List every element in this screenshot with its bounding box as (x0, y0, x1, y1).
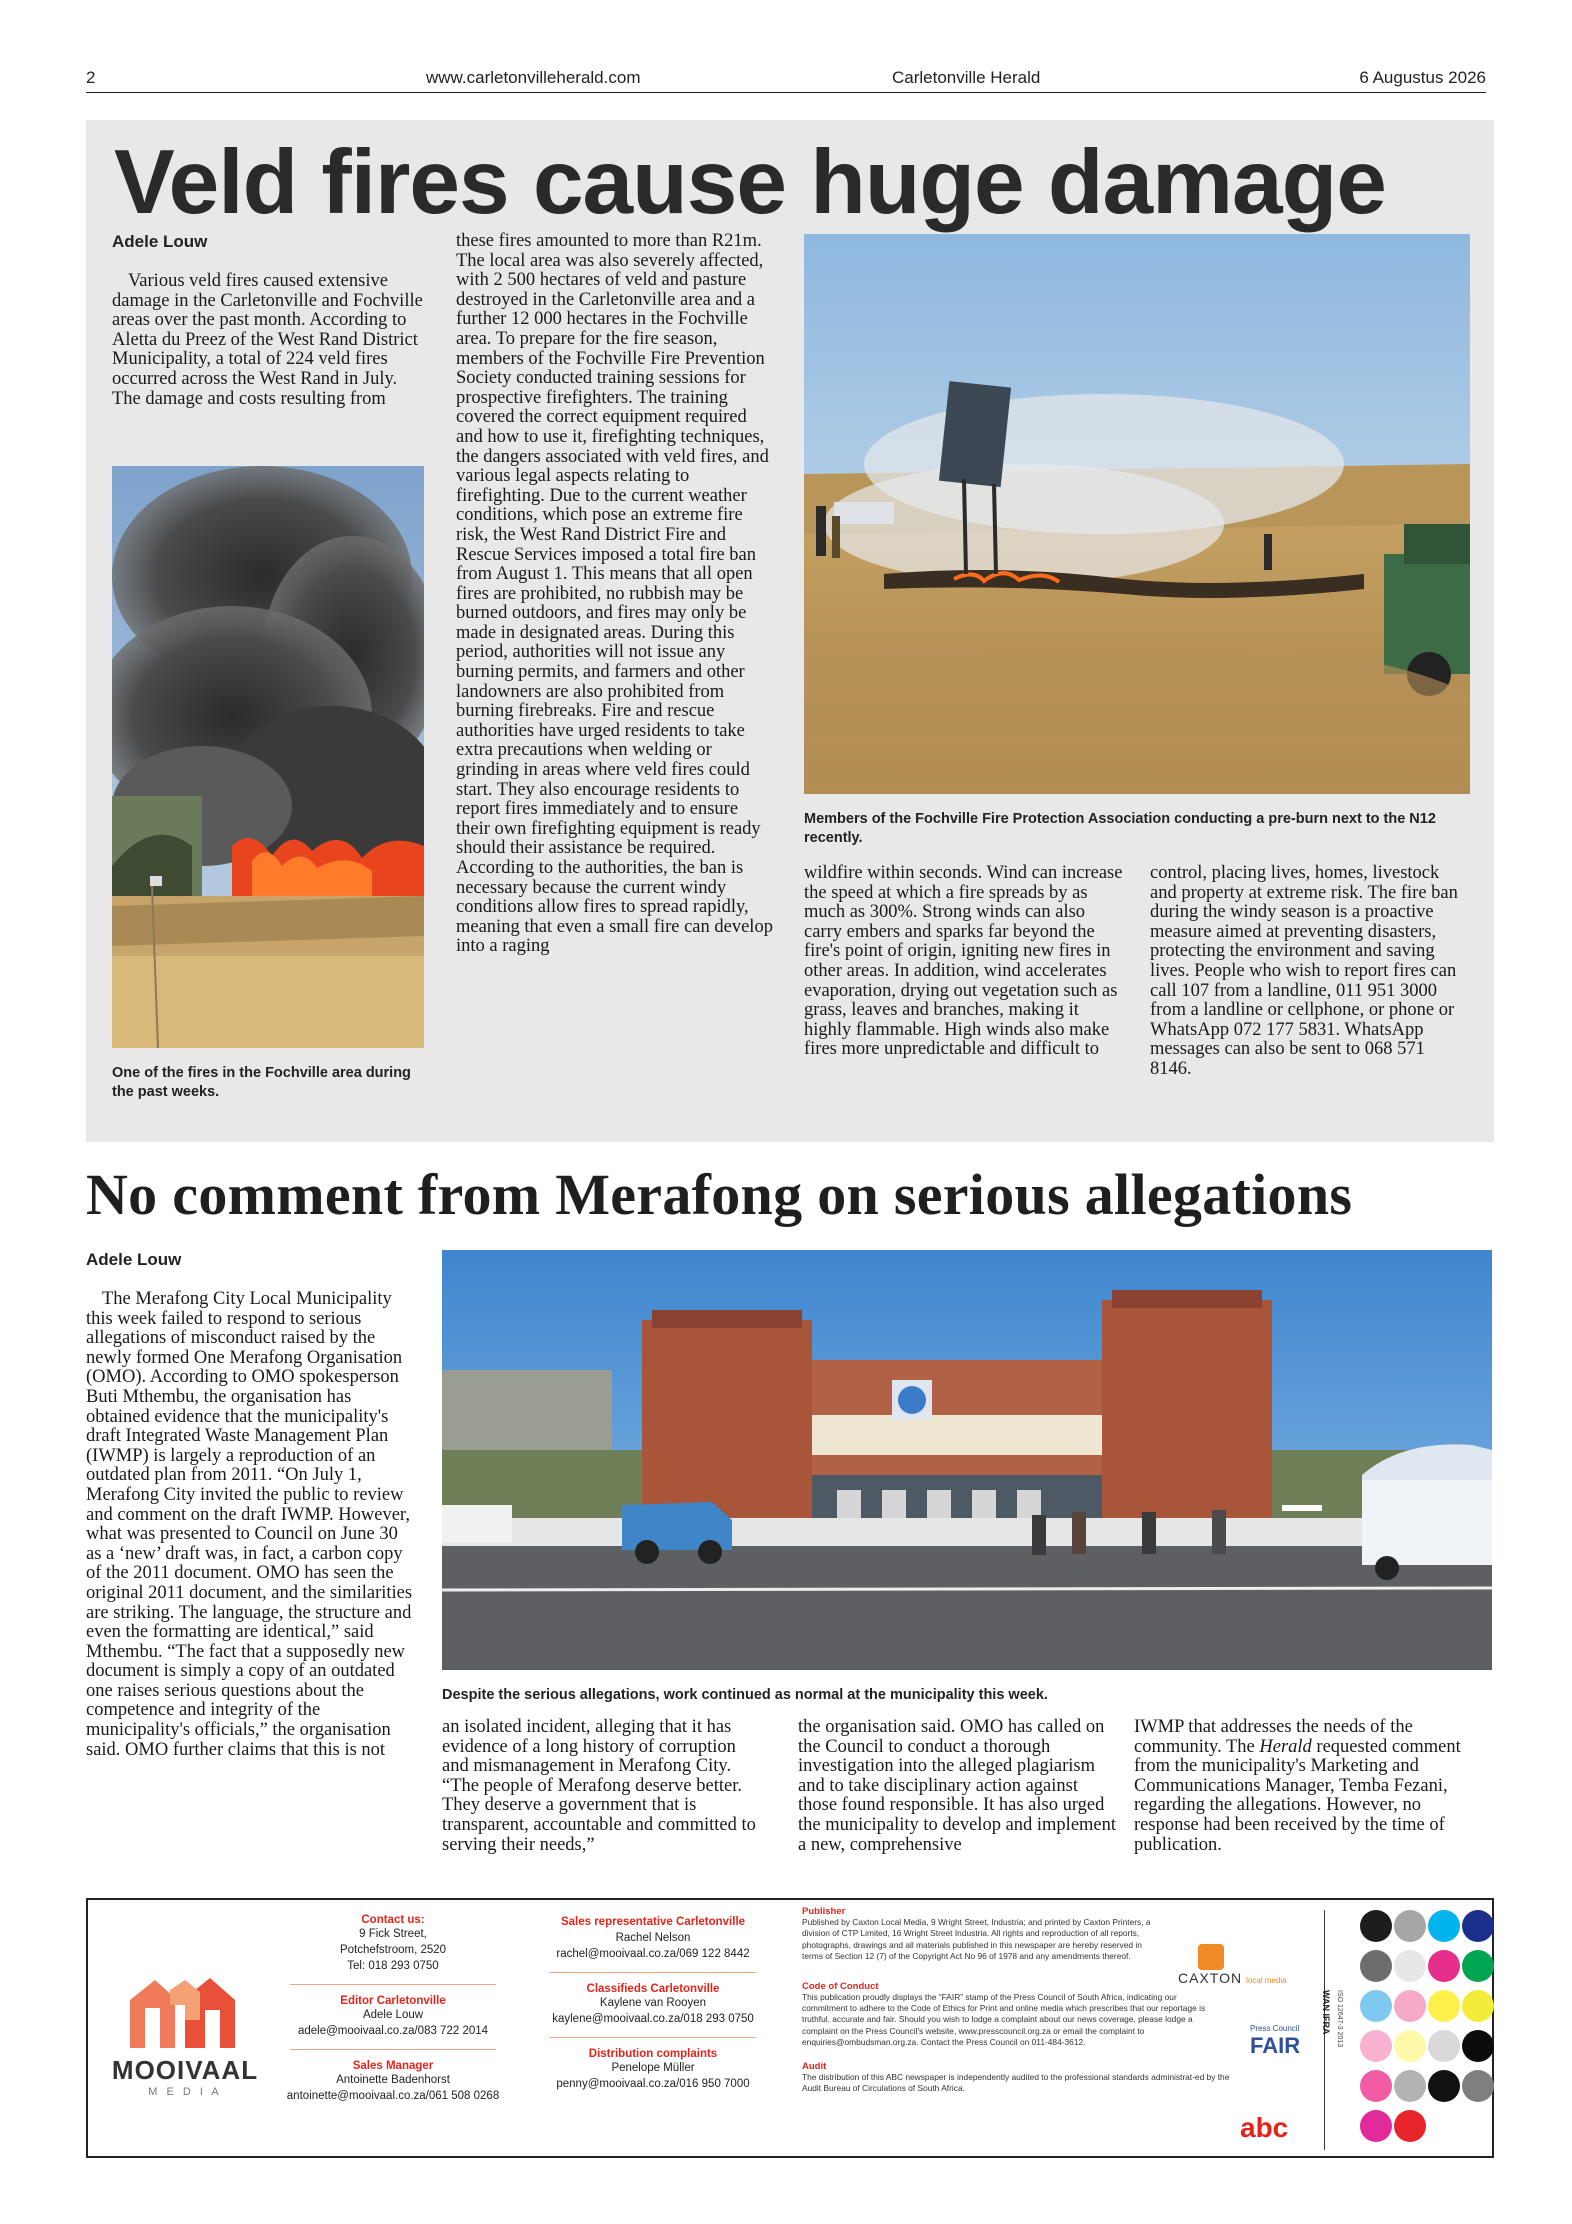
distribution-title: Distribution complaints (588, 2048, 718, 2060)
conduct-title: Code of Conduct (802, 1980, 879, 1992)
story2-photo-caption: Despite the serious allegations, work continued as normal at the municipality this week. (442, 1687, 1048, 1703)
pre-burn-photo (804, 234, 1470, 794)
sales-manager-title: Sales Manager (352, 2060, 434, 2072)
story1-byline: Adele Louw (112, 232, 208, 251)
story1-photo1-caption: One of the fires in the Fochville area during the past weeks. (112, 1065, 411, 1100)
contact-tel: Tel: 018 293 0750 (347, 1960, 439, 1972)
colour-swatch (1462, 2030, 1494, 2062)
municipality-building-photo (442, 1250, 1492, 1670)
story2-headline: No comment from Merafong on serious allegations (86, 1162, 1353, 1227)
contact-column-1 (278, 1914, 508, 2104)
audit-text: The distribution of this ABC newspaper is independently audited to the professional standards administrat-ed by the Audit Bureau of Circulations of South Africa. (802, 2071, 1230, 2094)
colour-swatch (1360, 2070, 1392, 2102)
contact-column-2 (538, 1914, 768, 2092)
fochville-fire-photo (112, 466, 424, 1048)
story1-photo2-caption: Members of the Fochville Fire Protection Association conducting a pre-burn next to the N12 recently. (804, 811, 1436, 846)
story2-byline: Adele Louw (86, 1250, 182, 1269)
story2-col1: The Merafong City Local Municipality this week failed to respond to serious allegations of misconduct raised by the newly formed One Merafong Organisation (OMO). According to OMO spokesperson Buti Mthembu, the organisation has obtained evidence that the municipality's draft Integrated Waste Management Plan (IWMP) is largely a reproduction of an outdated plan from 2011. “On July 1, Merafong City invited the public to review and comment on the draft IWMP. However, what was presented to Council on June 30 as a ‘new’ draft was, in fact, a carbon copy of the 2011 document. OMO has seen the original 2011 document, and the similarities are striking. The language, the structure and even the formatting are identical,” said Mthembu. “The fact that a supposedly new document is simply a copy of an outdated one raises serious questions about the competence and integrity of the municipality's officials,” the organisation said. OMO further claims that this is not (86, 1289, 413, 1760)
website-link[interactable]: www.carletonvilleherald.com (426, 68, 641, 87)
colour-swatch (1394, 1950, 1426, 1982)
publisher-text: Published by Caxton Local Media, 9 Wright Street, Industria; and printed by Caxton Printers, a division of CTP Limited, 16 Wright Street Industria. All rights and reproduction of all reports, photographs, drawings and all materials published in this newspaper are hereby reserved in terms of Section 12 (7) of the Copyright Act No 96 of 1978 and any amendments thereof. (802, 1917, 1151, 1962)
colour-swatch (1428, 2030, 1460, 2062)
mooivaal-logo (110, 1960, 260, 2098)
editor-title: Editor Carletonville (340, 1995, 446, 2007)
story1-col3: wildfire within seconds. Wind can increase the speed at which a fire spreads by as much as 300%. Strong winds can also carry embers and sparks far beyond the fire's point of origin, igniting new fires in other areas. In addition, wind accelerates evaporation, drying out vegetation such as grass, leaves and branches, making it highly flammable. High winds also make fires more unpredictable and difficult to (804, 863, 1123, 1060)
contact-address-2: Potchefstroom, 2520 (339, 1944, 447, 1956)
page-number: 2 (86, 68, 96, 87)
distribution-contact[interactable]: penny@mooivaal.co.za/016 950 7000 (556, 2078, 750, 2090)
colour-swatch (1462, 1990, 1494, 2022)
sales-manager-contact[interactable]: antoinette@mooivaal.co.za/061 508 0268 (286, 2090, 500, 2102)
paper-name: Carletonville Herald (892, 68, 1041, 87)
herald-italic: Herald (1259, 1736, 1312, 1757)
sales-rep-name: Rachel Nelson (615, 1932, 691, 1944)
colour-swatch (1462, 2070, 1494, 2102)
editor-contact[interactable]: adele@mooivaal.co.za/083 722 2014 (297, 2025, 489, 2037)
mooivaal-logo-mark (110, 1960, 260, 2050)
colour-swatch (1462, 1910, 1494, 1942)
page-header (86, 66, 1486, 93)
colour-swatch (1428, 2070, 1460, 2102)
issue-date: 6 Augustus 2026 (1359, 68, 1486, 87)
colour-swatch (1360, 2030, 1392, 2062)
press-council-fair-logo: Press Council FAIR (1250, 2024, 1301, 2058)
colour-swatch (1428, 1950, 1460, 1982)
colour-calibration-swatches (1358, 1906, 1494, 2154)
abc-logo: abc (1240, 2112, 1289, 2143)
story1-col4: control, placing lives, homes, livestock and property at extreme risk. The fire ban during the windy season is a proactive measure aimed at preventing disasters, protecting the environment and saving lives. People who wish to report fires can call 107 from a landline, 011 951 3000 from a landline or cellphone, or phone or WhatsApp 072 177 5831. WhatsApp messages can also be sent to 068 571 8146. (1150, 863, 1458, 1079)
conduct-text: This publication proudly displays the “FAIR” stamp of the Press Council of South Africa, indicating our commitment to adhere to the Code of Ethics for Print and online media which prescribes that our reportage is truthful, accurate and fair. Should you wish to lodge a complaint about our news coverage, please lodge a complaint on the Press Council's website, www.presscouncil.org.za or email the complaint to enquiries@ombudsman.org.za. Contact the Press Council on 011-484-3612. (802, 1991, 1206, 2048)
classifieds-name: Kaylene van Rooyen (599, 1997, 707, 2009)
publisher-notes (802, 1906, 1282, 2094)
colour-swatch (1394, 1910, 1426, 1942)
colour-swatch (1394, 2030, 1426, 2062)
colour-swatch (1360, 2110, 1392, 2142)
classifieds-contact[interactable]: kaylene@mooivaal.co.za/018 293 0750 (552, 2013, 754, 2025)
caxton-icon (1198, 1944, 1224, 1970)
colour-swatch (1462, 1950, 1494, 1982)
contact-address-1: 9 Fick Street, (359, 1928, 427, 1940)
colour-swatch (1360, 1990, 1392, 2022)
story1-col2: these fires amounted to more than R21m. The local area was also severely affected, with 2 500 hectares of veld and pasture destroyed in the Carletonville area and a further 12 000 hectares in the Fochville area. To prepare for the fire season, members of the Fochville Fire Prevention Society conducted training sessions for prospective firefighters. The training covered the correct equipment required and how to use it, firefighting techniques, the dangers associated with veld fires, and various legal aspects relating to firefighting. Due to the current weather conditions, which pose an extreme fire risk, the West Rand District Fire and Rescue Services imposed a total fire ban from August 1. This means that all open fires are prohibited, no rubbish may be burned outdoors, and fires may only be made in designated areas. During this period, authorities will not issue any burning permits, and farmers and other landowners are also prohibited from burning firebreaks. Fire and rescue authorities have urged residents to take extra precautions when welding or grinding in areas where veld fires could start. They also encourage residents to report fires immediately and to ensure their own firefighting equipment is ready should their assistance be required. According to the authorities, the ban is necessary because the current windy conditions allow fires to spread rapidly, meaning that even a small fire can develop into a raging (456, 231, 773, 957)
sales-rep-title: Sales representative Carletonville (560, 1916, 746, 1928)
story2-col2: an isolated incident, alleging that it has evidence of a long history of corruption and mismanagement in Merafong City. “The people of Merafong deserve better. They deserve a government that is transparent, accountable and committed to serving their needs,” (442, 1717, 756, 1855)
brand-subtitle: M E D I A (148, 2086, 222, 2098)
classifieds-title: Classifieds Carletonville (586, 1983, 720, 1995)
sales-rep-contact[interactable]: rachel@mooivaal.co.za/069 122 8442 (556, 1948, 750, 1960)
sales-manager-name: Antoinette Badenhorst (336, 2074, 450, 2086)
colour-swatch (1394, 1990, 1426, 2022)
audit-title: Audit (802, 2060, 827, 2072)
editor-name: Adele Louw (362, 2009, 424, 2021)
wan-ifra-strip: WAN IFRA ISO 12647-3 2013 (1324, 1910, 1351, 2150)
veld-fires-story (86, 120, 1494, 1142)
colour-swatch (1394, 2070, 1426, 2102)
colour-swatch (1360, 1910, 1392, 1942)
story1-headline: Veld fires cause huge damage (114, 132, 1386, 233)
brand-name: MOOIVAAL (111, 2055, 259, 2085)
masthead-footer (86, 1898, 1494, 2158)
publisher-title: Publisher (802, 1906, 846, 1917)
colour-swatch (1394, 2110, 1426, 2142)
story2-col3: the organisation said. OMO has called on the Council to conduct a thorough investigation into the alleged plagiarism and to take disciplinary action against those found responsible. It has also urged the municipality to develop and implement a new, comprehensive (798, 1717, 1117, 1855)
colour-swatch (1360, 1950, 1392, 1982)
distribution-name: Penelope Müller (611, 2062, 695, 2074)
story2-col4: IWMP that addresses the needs of the community. The Herald requested comment from the municipality's Marketing and Communications Manager, Temba Fezani, regarding the allegations. However, no response had been received by the time of publication. (1134, 1717, 1461, 1855)
colour-swatch (1428, 1910, 1460, 1942)
contact-title: Contact us: (361, 1914, 425, 1926)
story1-col1: Various veld fires caused extensive damage in the Carletonville and Fochville areas over the past month. According to Aletta du Preez of the West Rand District Municipality, a total of 224 veld fires occurred across the West Rand in July. The damage and costs resulting from (112, 271, 423, 409)
colour-swatch (1428, 1990, 1460, 2022)
caxton-logo: CAXTON local media (1178, 1944, 1318, 1988)
